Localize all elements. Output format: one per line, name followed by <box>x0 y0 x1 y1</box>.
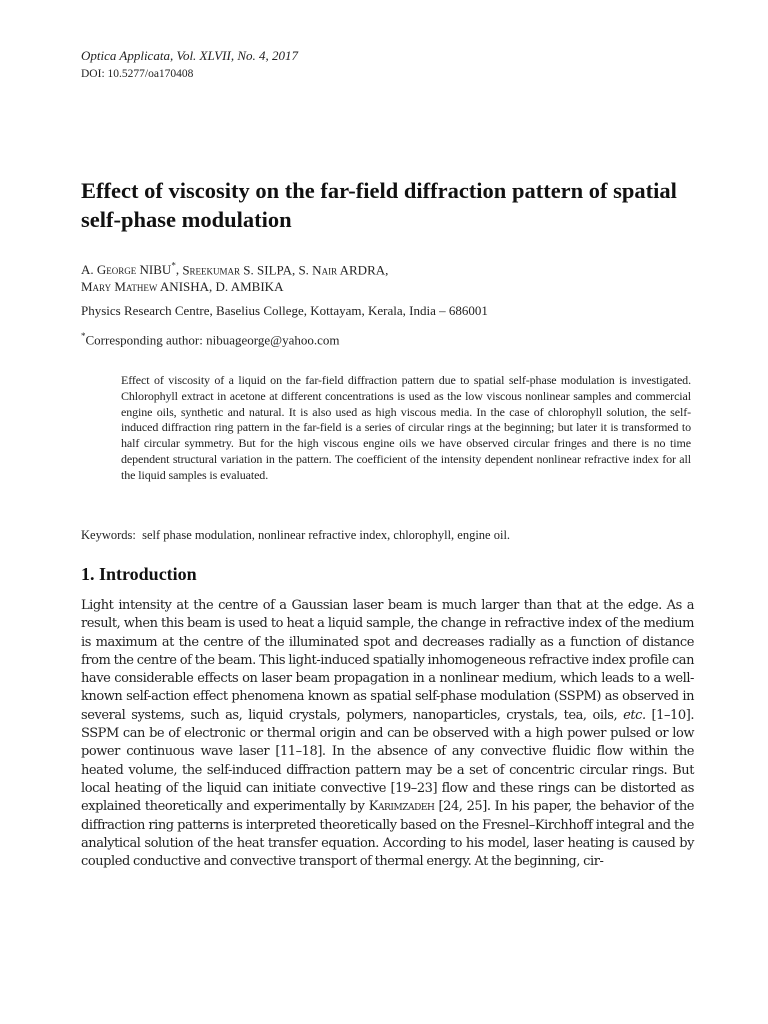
author-separator: , <box>291 262 299 278</box>
author-first-name: Sreekumar <box>182 262 241 278</box>
affiliation: Physics Research Centre, Baselius College, Kottayam, Kerala, India – 686001 <box>81 303 488 318</box>
author <box>182 262 298 277</box>
section-heading: 1. Introduction <box>81 564 197 584</box>
author-first-name: Mary Mathew <box>81 279 158 295</box>
corresponding-author <box>81 331 339 348</box>
journal-citation: Optica Applicata, Vol. XLVII, No. 4, 2017 <box>81 48 299 63</box>
author-last-name: ANISHA <box>159 279 210 295</box>
doi: DOI: 10.5277/oa170408 <box>81 68 194 80</box>
author-first-name: A. George <box>81 262 137 278</box>
corresponding-mark: * <box>81 331 86 341</box>
author-last-name: ARDRA <box>339 262 386 278</box>
keywords <box>81 528 701 543</box>
author <box>298 262 388 277</box>
author-last-name: S. SILPA <box>243 262 292 278</box>
author <box>81 279 216 294</box>
body-text: Light intensity at the centre of a Gaussian laser beam is much larger than that at the edge. As a result, when this beam is used to heat a liquid sample, the change in refractive index of the medium is maximum at the centre of the illuminated spot and decreases radially as a function of distance from the centre of the beam. This light-induced spatially inhomogeneous refractive index profile can have considerable effects on laser beam propagation in a nonlinear medium, which leads to a well-known self-action effect phenomena known as spatial self-phase modulation (SSPM) as observed in several systems, such as, liquid crystals, polymers, nanoparticles, crystals, tea, oils, <box>81 598 694 723</box>
body-italic: etc. <box>623 707 646 723</box>
body-text: [24, 25]. In his paper, the behavior of the diffraction ring patterns is interpreted theoretically based on the Fresnel–Kirchhoff integral and the analytical solution of the heat transfer equation. According to his model, laser heating is caused by coupled conductive and convective transport of thermal energy. At the beginning, cir- <box>81 799 694 870</box>
author-separator: , <box>175 262 183 278</box>
corresponding-mark: * <box>171 261 176 271</box>
author-separator: , <box>385 262 389 278</box>
abstract: Effect of viscosity of a liquid on the far-field diffraction pattern due to spatial self-phase modulation is investigated. Chlorophyll extract in acetone at different concentrations is used as the low viscous nonlinear samples and commercial engine oils, synthetic and natural. It is also used as high viscous media. In the case of chlorophyll solution, the self-induced diffraction ring pattern in the far-field is a series of circular rings at the beginning; but later it is transformed to half circular symmetry. But for the high viscous engine oils we have observed circular fringes and there is no time dependent structural variation in the pattern. The coefficient of the intensity dependent nonlinear refractive index for all the liquid samples is evaluated. <box>121 373 691 482</box>
keywords-label: Keywords: <box>81 528 136 542</box>
body-paragraph <box>81 597 694 871</box>
author <box>216 279 284 294</box>
author-first-name: S. Nair <box>298 262 338 278</box>
corresponding-author-text: Corresponding author: nibuageorge@yahoo.com <box>85 332 340 348</box>
cited-author: Karimzadeh <box>368 799 435 815</box>
author-first-name: D. <box>215 279 229 295</box>
author-last-name: NIBU <box>139 262 172 278</box>
body-text: [1–10]. SSPM can be of electronic or thermal origin and can be observed with a high power pulsed or low power continuous wave laser [11–18]. In the absence of any convective fluidic flow within the heated volume, the self-induced diffraction pattern may be a set of concentric circular rings. But local heating of the liquid can initiate convective [19–23] flow and these rings can be distorted as explained theoretically and experimentally by <box>81 707 695 815</box>
author-last-name: AMBIKA <box>230 279 284 295</box>
author-separator: , <box>209 279 216 295</box>
author <box>81 262 182 277</box>
paper-title: Effect of viscosity on the far-field diffraction pattern of spatial self-phase modulation <box>81 178 677 232</box>
author-list <box>81 258 701 295</box>
keywords-text: self phase modulation, nonlinear refractive index, chlorophyll, engine oil. <box>142 528 511 542</box>
